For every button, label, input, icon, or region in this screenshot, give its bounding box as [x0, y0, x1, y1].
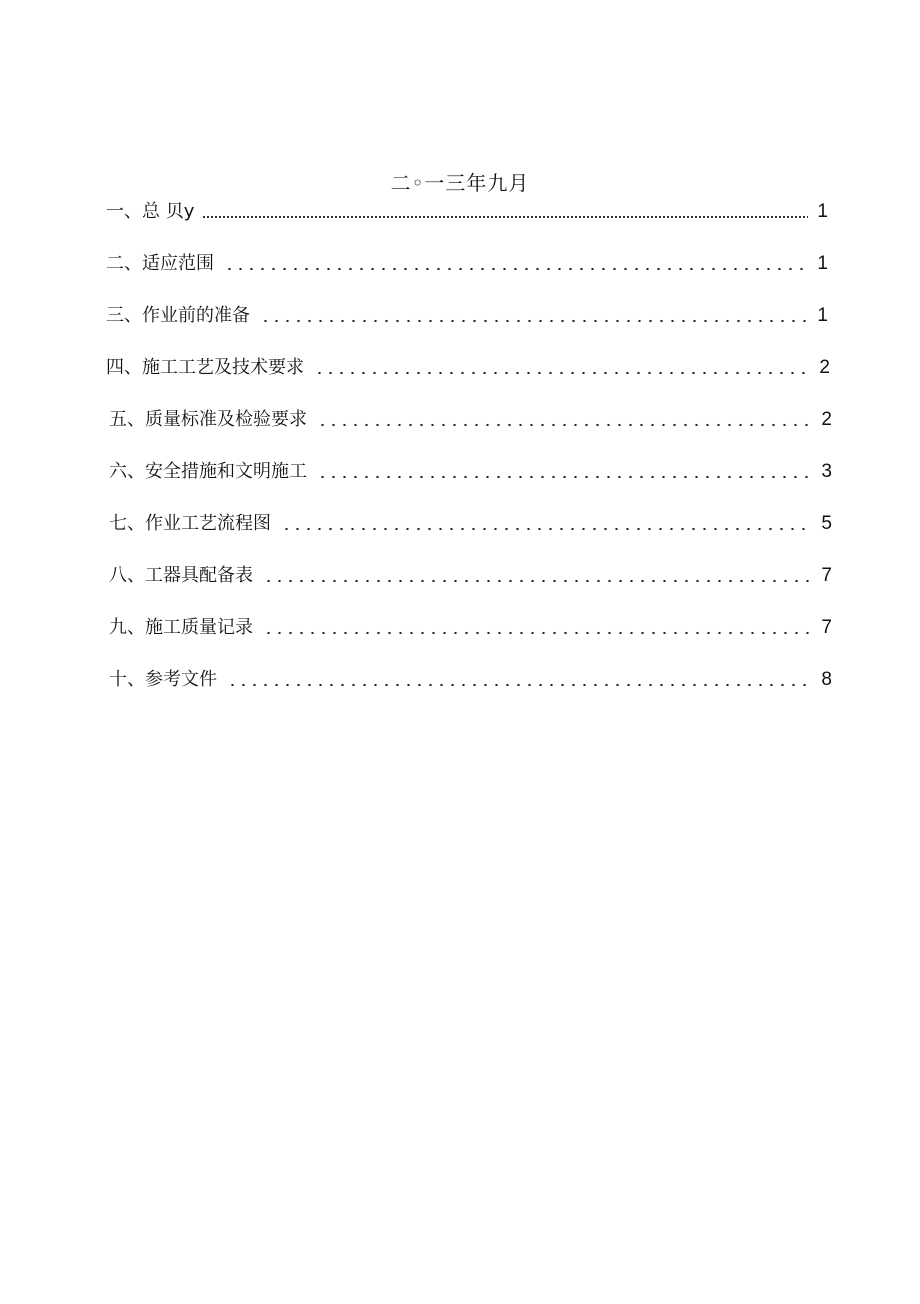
toc-page-number: 1 [817, 253, 828, 274]
toc-dot-leader [263, 630, 812, 636]
toc-entry-label: 二、适应范围 [106, 253, 214, 274]
toc-entry-10[interactable] [109, 667, 832, 693]
toc-dot-leader [260, 318, 808, 324]
toc-page-number: 7 [821, 617, 832, 638]
toc-entry-label: 六、安全措施和文明施工 [109, 461, 307, 482]
toc-entry-1[interactable] [106, 199, 828, 225]
toc-page-number: 2 [819, 357, 830, 378]
toc-entry-2[interactable] [106, 251, 828, 277]
toc-dot-leader [317, 474, 812, 480]
toc-dot-leader [263, 578, 812, 584]
toc-entry-4[interactable] [106, 355, 830, 381]
toc-page-number: 8 [821, 669, 832, 690]
document-date: 二◦一三年九月 [390, 171, 530, 195]
toc-dot-leader [314, 370, 810, 376]
toc-dot-leader [281, 526, 812, 532]
toc-entry-label: 七、作业工艺流程图 [109, 513, 271, 534]
toc-entry-label: 四、施工工艺及技术要求 [106, 357, 304, 378]
toc-entry-label: 五、质量标准及检验要求 [109, 409, 307, 430]
toc-entry-label: 一、总 贝y [106, 201, 195, 222]
toc-entry-label: 八、工器具配备表 [109, 565, 253, 586]
toc-page-number: 1 [817, 305, 828, 326]
toc-dot-leader [227, 682, 812, 688]
toc-dot-leader [317, 422, 812, 428]
toc-dot-leader [224, 266, 808, 272]
toc-entry-7[interactable] [109, 511, 832, 537]
toc-entry-6[interactable] [109, 459, 832, 485]
toc-entry-label: 十、参考文件 [109, 669, 217, 690]
toc-entry-label: 三、作业前的准备 [106, 305, 250, 326]
toc-page-number: 5 [821, 513, 832, 534]
toc-page-number: 7 [821, 565, 832, 586]
toc-page-number: 2 [821, 409, 832, 430]
toc-entry-8[interactable] [109, 563, 832, 589]
toc-entry-5[interactable] [109, 407, 832, 433]
toc-entry-3[interactable] [106, 303, 828, 329]
toc-page-number: 3 [821, 461, 832, 482]
toc-entry-label: 九、施工质量记录 [109, 617, 253, 638]
toc-dot-leader [202, 214, 808, 220]
toc-entry-9[interactable] [109, 615, 832, 641]
toc-page-number: 1 [817, 201, 828, 222]
